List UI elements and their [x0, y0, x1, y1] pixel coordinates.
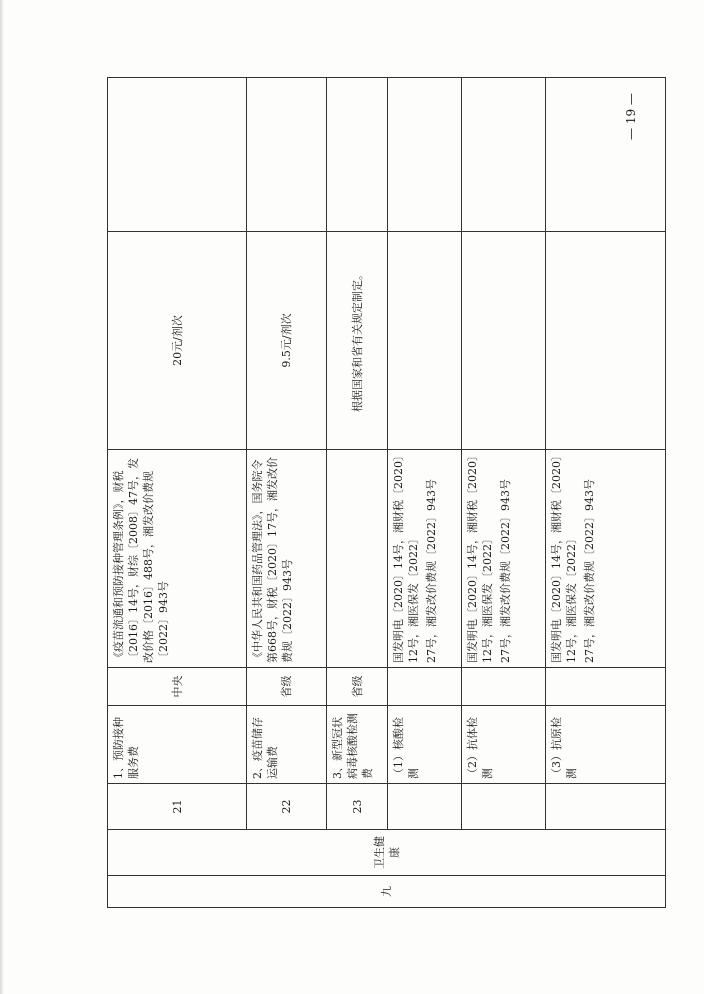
policy-basis [462, 450, 546, 668]
remark [546, 78, 666, 232]
table-row [247, 78, 327, 908]
policy-basis [108, 450, 247, 668]
approval-level: 中央 [108, 668, 247, 706]
table-row [327, 78, 388, 908]
approval-level: 省级 [247, 668, 327, 706]
item-name: 1、预防接种服务费 [108, 706, 247, 784]
policy-basis-line: 国发明电〔2020〕14号，湘财税〔2020〕12号，湘医保发〔2022〕 [466, 455, 494, 663]
rotated-table-container [107, 78, 665, 908]
row-index [388, 784, 462, 830]
policy-basis-line: 27号，湘发改价费规〔2022〕943号 [583, 479, 596, 663]
fee-standard [388, 232, 462, 450]
policy-basis-line: 国发明电〔2020〕14号，湘财税〔2020〕12号，湘医保发〔2022〕 [550, 455, 578, 663]
approval-level [546, 668, 666, 706]
remark [327, 78, 388, 232]
policy-basis [327, 450, 388, 668]
item-name: 2、疫苗储存运输费 [247, 706, 327, 784]
scan-edge [0, 0, 4, 994]
row-index [462, 784, 546, 830]
row-index: 22 [247, 784, 327, 830]
category-seq: 九 [108, 876, 666, 908]
remark [388, 78, 462, 232]
table-row [462, 78, 546, 908]
fee-standard: 20元/剂次 [108, 232, 247, 450]
remark [108, 78, 247, 232]
fee-standard: 9.5元/剂次 [247, 232, 327, 450]
policy-basis-line: 27号，湘发改价费规〔2022〕943号 [499, 479, 512, 663]
policy-basis-line: 《中华人民共和国药品管理法》，国务院令第668号，财税〔2020〕17号，湘发改价费规〔2022〕943号 [251, 457, 294, 663]
page-number: — 19 — [624, 93, 638, 140]
row-index: 23 [327, 784, 388, 830]
policy-basis-line: 27号，湘发改价费规〔2022〕943号 [425, 479, 438, 663]
approval-level: 省级 [327, 668, 388, 706]
policy-basis-line: 国发明电〔2020〕14号，湘财税〔2020〕12号，湘医保发〔2022〕 [392, 455, 420, 663]
item-name: 3、新型冠状病毒核酸检测费 [327, 706, 388, 784]
fee-standard: 根据国家和省有关规定制定。 [327, 232, 388, 450]
fee-table [107, 77, 666, 908]
policy-basis [546, 450, 666, 668]
fee-standard [546, 232, 666, 450]
row-index: 21 [108, 784, 247, 830]
policy-basis-line: 《疫苗流通和预防接种管理条例》，财税〔2016〕14号，财综〔2008〕47号，发改价格〔2016〕488号，湘发改价费规〔2022〕943号 [112, 458, 170, 663]
item-name: （1）核酸检测 [388, 706, 462, 784]
table-row [388, 78, 462, 908]
policy-basis [247, 450, 327, 668]
table-row [546, 78, 666, 908]
approval-level [462, 668, 546, 706]
fee-standard [462, 232, 546, 450]
table-row [108, 78, 247, 908]
item-name: （2）抗体检测 [462, 706, 546, 784]
remark [247, 78, 327, 232]
item-name: （3）抗原检测 [546, 706, 666, 784]
approval-level [388, 668, 462, 706]
remark [462, 78, 546, 232]
row-index [546, 784, 666, 830]
policy-basis [388, 450, 462, 668]
category-name: 卫生健康 [108, 830, 666, 876]
